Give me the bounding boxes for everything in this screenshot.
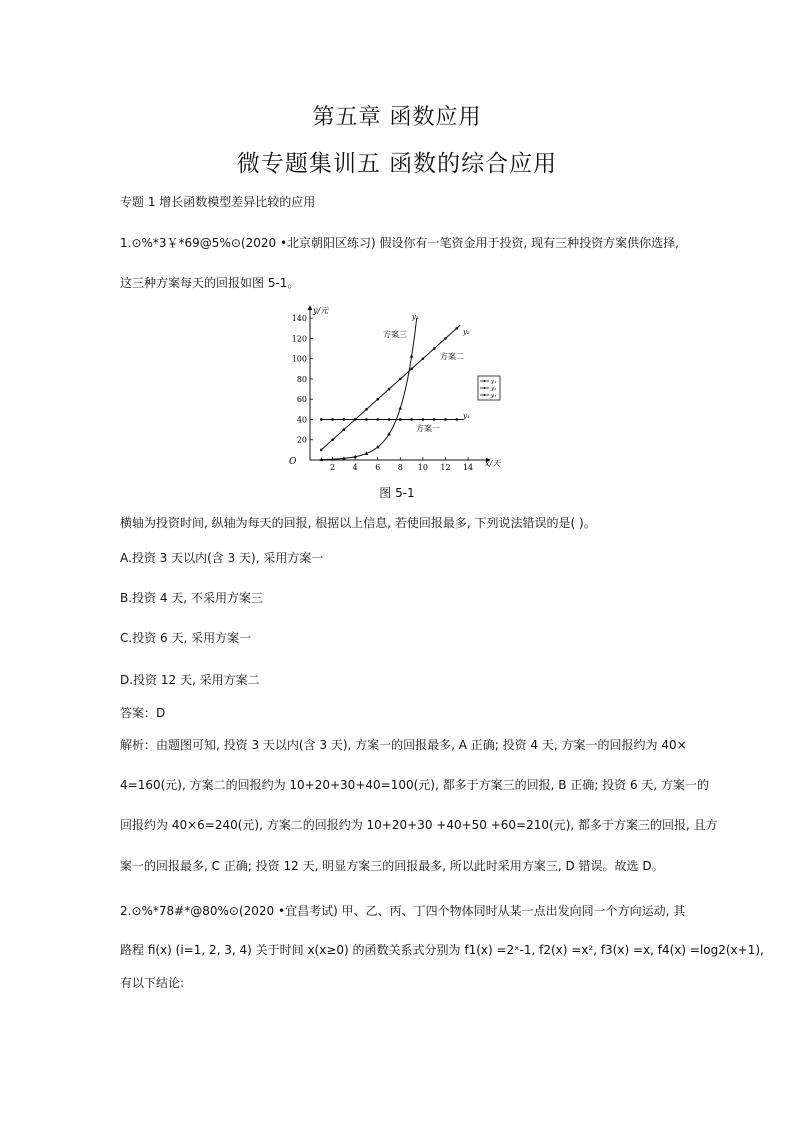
series-y2-point [343, 428, 346, 431]
answer: 答案：D [120, 706, 166, 720]
series-y1-point [343, 418, 346, 421]
series-y2-point [455, 327, 458, 330]
legend-marker [484, 394, 486, 396]
q1-stem-line2: 这三种方案每天的回报如图 5-1。 [120, 276, 300, 290]
y-tick-label: 140 [291, 314, 307, 324]
y-tick-label: 40 [296, 415, 307, 425]
analysis-line1: 解析：由题图可知, 投资 3 天以内(含 3 天), 方案一的回报最多, A 正确; 投资 4 天, 方案一的回报约为 40× [120, 738, 687, 752]
x-tick-label: 10 [417, 463, 428, 472]
series-y2-point [376, 398, 379, 401]
y-tick-label: 80 [296, 374, 307, 384]
series-y1-point [320, 418, 323, 421]
figure-caption: 图 5-1 [379, 486, 415, 500]
legend-label: y₃ [491, 393, 497, 399]
series-label-y1: y₁ [463, 412, 470, 420]
series-y1-point [399, 418, 402, 421]
x-tick-label: 2 [330, 463, 336, 472]
legend-marker [484, 387, 486, 389]
series-y2-point [399, 378, 402, 381]
series-y1-point [376, 418, 379, 421]
y-tick-label: 60 [296, 395, 307, 405]
y-axis-label: y/元 [313, 306, 329, 315]
series-y3-curve [321, 318, 416, 459]
series-y1-point [410, 418, 413, 421]
legend-marker [484, 380, 486, 382]
q2-stem-line1: 2.⊙%*78#*@80%⊙(2020 •宜昌考试) 甲、乙、丙、丁四个物体同时从某一点出发向同一个方向运动, 其 [120, 904, 686, 918]
series-label-y3: y₃ [412, 313, 419, 321]
series-y1-point [433, 418, 436, 421]
series-y2-point [444, 337, 447, 340]
series-y2-point [388, 388, 391, 391]
x-tick-label: 6 [375, 463, 381, 472]
x-tick-label: 8 [397, 463, 403, 472]
plan1-annotation: 方案一 [416, 424, 440, 433]
section-title: 微专题集训五 函数的综合应用 [236, 151, 558, 177]
series-y2-point [433, 347, 436, 350]
y-tick-label: 120 [291, 334, 307, 344]
returns-chart [285, 300, 510, 475]
series-y2-point [320, 449, 323, 452]
analysis-line3: 回报约为 40×6=240(元), 方案二的回报约为 10+20+30 +40+50 +60=210(元), 都多于方案三的回报, 且方 [120, 818, 718, 832]
series-label-y2: y₂ [463, 328, 470, 336]
series-y2-point [410, 368, 413, 371]
series-y2-point [331, 438, 334, 441]
analysis-line2: 4=160(元), 方案二的回报约为 10+20+30+40=100(元), 都多于方案三的回报, B 正确; 投资 6 天, 方案一的 [120, 778, 710, 792]
origin-label: O [289, 457, 297, 467]
y-tick-label: 20 [296, 435, 307, 445]
series-y1-point [388, 418, 391, 421]
x-axis-label: x/天 [485, 459, 501, 468]
series-y1-point [331, 418, 334, 421]
chapter-title: 第五章 函数应用 [312, 105, 482, 130]
legend-label: y₁ [491, 379, 497, 385]
series-y1-point [444, 418, 447, 421]
option-a: A.投资 3 天以内(含 3 天), 采用方案一 [120, 551, 324, 565]
series-y2-point [422, 357, 425, 360]
option-b: B.投资 4 天, 不采用方案三 [120, 591, 263, 605]
x-tick-label: 4 [352, 463, 358, 472]
x-tick-label: 14 [462, 463, 474, 472]
q1-question: 横轴为投资时间, 纵轴为每天的回报, 根据以上信息, 若使回报最多, 下列说法错误的是( )。 [120, 516, 596, 530]
q2-stem-line2: 路程 fi(x) (i=1, 2, 3, 4) 关于时间 x(x≥0) 的函数关系式分别为 f1(x) =2ˣ-1, f2(x) =x², f3(x) =x, f4(x) =log2(x+1), [120, 943, 764, 957]
plan3-annotation: 方案三 [383, 330, 407, 339]
series-y1-point [422, 418, 425, 421]
analysis-line4: 案一的回报最多, C 正确; 投资 12 天, 明显方案三的回报最多, 所以此时采用方案三, D 错误。故选 D。 [120, 859, 664, 873]
option-d: D.投资 12 天, 采用方案二 [120, 673, 260, 687]
q2-stem-line3: 有以下结论: [120, 976, 185, 990]
series-y2-point [354, 418, 357, 421]
series-y3-point [410, 354, 414, 357]
x-tick-label: 12 [440, 463, 451, 472]
series-y1-point [455, 418, 458, 421]
y-tick-label: 100 [291, 354, 307, 364]
option-c: C.投资 6 天, 采用方案一 [120, 631, 252, 645]
series-y3-point [399, 406, 403, 409]
q1-stem-line1: 1.⊙%*3￥*69@5%⊙(2020 •北京朝阳区练习) 假设你有一笔资金用于投资, 现有三种投资方案供你选择, [120, 236, 679, 250]
series-y1-point [365, 418, 368, 421]
series-y2-point [365, 408, 368, 411]
legend-label: y₂ [491, 386, 497, 392]
plan2-annotation: 方案二 [440, 352, 464, 361]
topic-heading: 专题 1 增长函数模型差异比较的应用 [120, 195, 316, 209]
